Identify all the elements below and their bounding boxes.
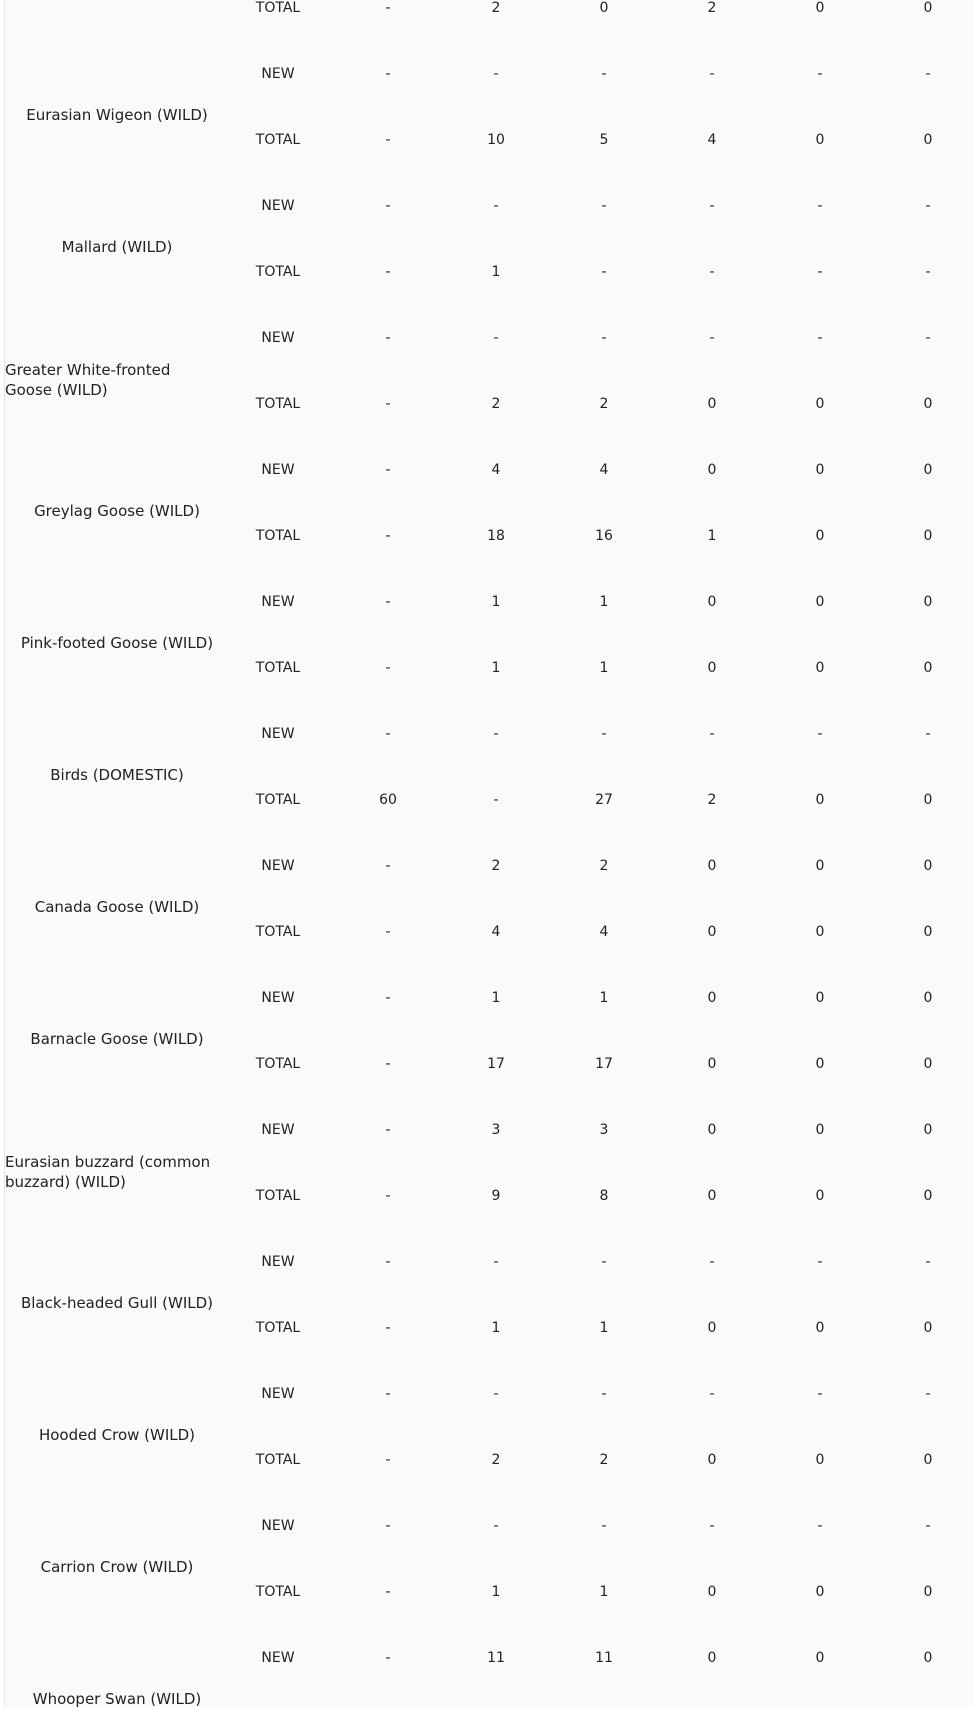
value-cell: -: [709, 1254, 715, 1270]
table-row-new: [5, 569, 973, 635]
row-type-label: TOTAL: [255, 528, 301, 544]
table-row-new: [5, 173, 973, 239]
table-row-new: [5, 701, 973, 767]
value-cell: 0: [815, 1056, 825, 1072]
value-cell: -: [493, 1254, 499, 1270]
value-cell: 0: [923, 1056, 933, 1072]
table-row-new: [5, 1625, 973, 1691]
value-cell: 0: [815, 1452, 825, 1468]
value-cell: 17: [487, 1056, 505, 1072]
value-cell: 2: [599, 858, 609, 874]
value-cell: -: [385, 726, 391, 742]
value-cell: -: [817, 66, 823, 82]
value-cell: 4: [491, 924, 501, 940]
value-cell: -: [925, 726, 931, 742]
species-name: Greater White-fronted Goose (WILD): [5, 361, 171, 399]
value-cell: 0: [815, 132, 825, 148]
value-cell: 1: [599, 1320, 609, 1336]
value-cell: 0: [923, 924, 933, 940]
value-cell: -: [709, 1386, 715, 1402]
value-cell: -: [601, 330, 607, 346]
value-cell: -: [925, 264, 931, 280]
table-row-new: [5, 833, 973, 899]
row-type-label: TOTAL: [255, 1320, 301, 1336]
value-cell: -: [493, 792, 499, 808]
value-cell: -: [493, 198, 499, 214]
species-name: Barnacle Goose (WILD): [30, 1030, 204, 1048]
value-cell: -: [601, 198, 607, 214]
value-cell: 2: [599, 396, 609, 412]
value-cell: 0: [815, 396, 825, 412]
row-type-label: TOTAL: [255, 0, 301, 16]
value-cell: -: [925, 198, 931, 214]
value-cell: 0: [815, 990, 825, 1006]
value-cell: 11: [595, 1650, 613, 1666]
outbreak-table-panel: [4, 0, 973, 1706]
value-cell: 2: [599, 1452, 609, 1468]
value-cell: 0: [707, 1188, 717, 1204]
row-type-label: NEW: [261, 66, 295, 82]
row-type-label: NEW: [261, 330, 295, 346]
species-name: Pink-footed Goose (WILD): [20, 634, 214, 652]
value-cell: 11: [487, 1650, 505, 1666]
value-cell: 60: [379, 792, 397, 808]
row-type-label: TOTAL: [255, 264, 301, 280]
value-cell: 2: [491, 1452, 501, 1468]
species-name: Eurasian buzzard (common buzzard) (WILD): [5, 1153, 211, 1191]
value-cell: -: [493, 726, 499, 742]
row-type-label: NEW: [261, 1518, 295, 1534]
value-cell: 0: [707, 462, 717, 478]
table-row-total: [5, 0, 973, 41]
species-name: Black-headed Gull (WILD): [20, 1294, 214, 1312]
value-cell: -: [493, 330, 499, 346]
value-cell: 0: [923, 1650, 933, 1666]
value-cell: -: [385, 858, 391, 874]
value-cell: 0: [707, 396, 717, 412]
value-cell: 4: [707, 132, 717, 148]
value-cell: 0: [815, 660, 825, 676]
value-cell: 2: [491, 0, 501, 16]
value-cell: -: [601, 726, 607, 742]
row-type-label: NEW: [261, 1254, 295, 1270]
value-cell: 17: [595, 1056, 613, 1072]
value-cell: -: [817, 1518, 823, 1534]
value-cell: 0: [707, 1122, 717, 1138]
value-cell: 0: [923, 132, 933, 148]
value-cell: 10: [487, 132, 505, 148]
species-name: Greylag Goose (WILD): [34, 502, 200, 520]
value-cell: -: [601, 1254, 607, 1270]
value-cell: -: [385, 198, 391, 214]
value-cell: 8: [599, 1188, 609, 1204]
value-cell: -: [385, 1386, 391, 1402]
row-type-label: NEW: [261, 858, 295, 874]
row-type-label: TOTAL: [255, 1056, 301, 1072]
value-cell: 0: [923, 1122, 933, 1138]
value-cell: 0: [707, 1056, 717, 1072]
value-cell: -: [385, 1122, 391, 1138]
value-cell: -: [385, 594, 391, 610]
row-type-label: NEW: [261, 1122, 295, 1138]
value-cell: 0: [707, 1650, 717, 1666]
value-cell: -: [817, 264, 823, 280]
table-row-new: [5, 41, 973, 107]
value-cell: 2: [491, 396, 501, 412]
row-type-label: TOTAL: [255, 1188, 301, 1204]
value-cell: -: [385, 1584, 391, 1600]
value-cell: -: [709, 1518, 715, 1534]
value-cell: 1: [599, 660, 609, 676]
value-cell: -: [385, 1254, 391, 1270]
table-row-new: [5, 1361, 973, 1427]
value-cell: 0: [923, 858, 933, 874]
value-cell: 0: [815, 1122, 825, 1138]
value-cell: -: [385, 396, 391, 412]
value-cell: -: [601, 1518, 607, 1534]
value-cell: 0: [707, 1584, 717, 1600]
value-cell: -: [385, 1518, 391, 1534]
value-cell: -: [709, 66, 715, 82]
table-row-new: [5, 965, 973, 1031]
value-cell: 1: [707, 528, 717, 544]
value-cell: -: [817, 726, 823, 742]
row-type-label: NEW: [261, 726, 295, 742]
value-cell: -: [385, 528, 391, 544]
value-cell: 27: [595, 792, 613, 808]
value-cell: 0: [815, 1320, 825, 1336]
value-cell: -: [385, 1056, 391, 1072]
row-type-label: NEW: [261, 198, 295, 214]
table-row-new: [5, 437, 973, 503]
value-cell: -: [925, 330, 931, 346]
value-cell: 0: [923, 1188, 933, 1204]
value-cell: -: [601, 66, 607, 82]
value-cell: -: [385, 924, 391, 940]
table-row-new: [5, 1229, 973, 1295]
value-cell: 1: [491, 264, 501, 280]
value-cell: -: [385, 66, 391, 82]
value-cell: 0: [923, 1320, 933, 1336]
value-cell: 0: [815, 1650, 825, 1666]
value-cell: 1: [491, 660, 501, 676]
value-cell: 0: [707, 1452, 717, 1468]
row-type-label: TOTAL: [255, 1584, 301, 1600]
value-cell: 1: [491, 594, 501, 610]
value-cell: 4: [599, 924, 609, 940]
value-cell: -: [385, 132, 391, 148]
value-cell: -: [385, 462, 391, 478]
value-cell: 0: [707, 594, 717, 610]
value-cell: 0: [923, 0, 933, 16]
row-type-label: TOTAL: [255, 924, 301, 940]
value-cell: -: [493, 1386, 499, 1402]
value-cell: -: [709, 330, 715, 346]
row-type-label: TOTAL: [255, 660, 301, 676]
value-cell: -: [601, 1386, 607, 1402]
value-cell: 1: [599, 1584, 609, 1600]
species-name: Birds (DOMESTIC): [50, 766, 184, 784]
value-cell: -: [709, 198, 715, 214]
value-cell: 2: [491, 858, 501, 874]
value-cell: -: [925, 1254, 931, 1270]
value-cell: 0: [815, 528, 825, 544]
row-type-label: TOTAL: [255, 396, 301, 412]
value-cell: 0: [707, 858, 717, 874]
value-cell: 0: [923, 792, 933, 808]
value-cell: 0: [923, 462, 933, 478]
value-cell: 5: [599, 132, 609, 148]
value-cell: 9: [491, 1188, 501, 1204]
row-type-label: TOTAL: [255, 132, 301, 148]
species-name: Mallard (WILD): [61, 238, 173, 256]
species-name: Eurasian Wigeon (WILD): [26, 106, 208, 124]
value-cell: 2: [707, 792, 717, 808]
value-cell: 0: [923, 528, 933, 544]
value-cell: 18: [487, 528, 505, 544]
value-cell: -: [925, 1518, 931, 1534]
value-cell: 0: [815, 1584, 825, 1600]
value-cell: -: [385, 330, 391, 346]
value-cell: -: [385, 1320, 391, 1336]
value-cell: -: [925, 66, 931, 82]
value-cell: -: [493, 1518, 499, 1534]
value-cell: -: [385, 990, 391, 1006]
value-cell: 0: [707, 990, 717, 1006]
value-cell: 4: [599, 462, 609, 478]
value-cell: -: [709, 264, 715, 280]
value-cell: 1: [491, 1320, 501, 1336]
row-type-label: TOTAL: [255, 1452, 301, 1468]
species-name: Whooper Swan (WILD): [32, 1690, 202, 1708]
value-cell: 1: [491, 990, 501, 1006]
value-cell: 0: [923, 990, 933, 1006]
value-cell: 2: [707, 0, 717, 16]
value-cell: -: [925, 1386, 931, 1402]
row-type-label: NEW: [261, 990, 295, 1006]
value-cell: 0: [815, 792, 825, 808]
value-cell: 0: [707, 1320, 717, 1336]
value-cell: 3: [491, 1122, 501, 1138]
species-name: Hooded Crow (WILD): [38, 1426, 196, 1444]
value-cell: 0: [923, 660, 933, 676]
value-cell: 0: [707, 660, 717, 676]
value-cell: 0: [815, 0, 825, 16]
value-cell: -: [817, 330, 823, 346]
value-cell: 1: [599, 990, 609, 1006]
value-cell: 1: [599, 594, 609, 610]
value-cell: 0: [815, 594, 825, 610]
row-type-label: NEW: [261, 1650, 295, 1666]
value-cell: 0: [923, 396, 933, 412]
value-cell: 0: [923, 1584, 933, 1600]
value-cell: -: [817, 1386, 823, 1402]
value-cell: -: [709, 726, 715, 742]
value-cell: 3: [599, 1122, 609, 1138]
species-name: Carrion Crow (WILD): [40, 1558, 194, 1576]
value-cell: -: [385, 264, 391, 280]
value-cell: 0: [815, 924, 825, 940]
row-type-label: NEW: [261, 594, 295, 610]
value-cell: -: [817, 1254, 823, 1270]
value-cell: 0: [815, 1188, 825, 1204]
value-cell: 0: [923, 1452, 933, 1468]
value-cell: 4: [491, 462, 501, 478]
value-cell: -: [385, 0, 391, 16]
value-cell: -: [493, 66, 499, 82]
value-cell: -: [817, 198, 823, 214]
value-cell: -: [385, 1188, 391, 1204]
species-name: Canada Goose (WILD): [34, 898, 200, 916]
value-cell: -: [385, 1650, 391, 1666]
value-cell: 0: [707, 924, 717, 940]
row-type-label: NEW: [261, 462, 295, 478]
value-cell: 0: [923, 594, 933, 610]
value-cell: -: [601, 264, 607, 280]
value-cell: -: [385, 1452, 391, 1468]
value-cell: 0: [815, 858, 825, 874]
value-cell: -: [385, 660, 391, 676]
row-type-label: NEW: [261, 1386, 295, 1402]
value-cell: 0: [815, 462, 825, 478]
value-cell: 16: [595, 528, 613, 544]
table-row-new: [5, 1493, 973, 1559]
value-cell: 1: [491, 1584, 501, 1600]
row-type-label: TOTAL: [255, 792, 301, 808]
value-cell: 0: [599, 0, 609, 16]
